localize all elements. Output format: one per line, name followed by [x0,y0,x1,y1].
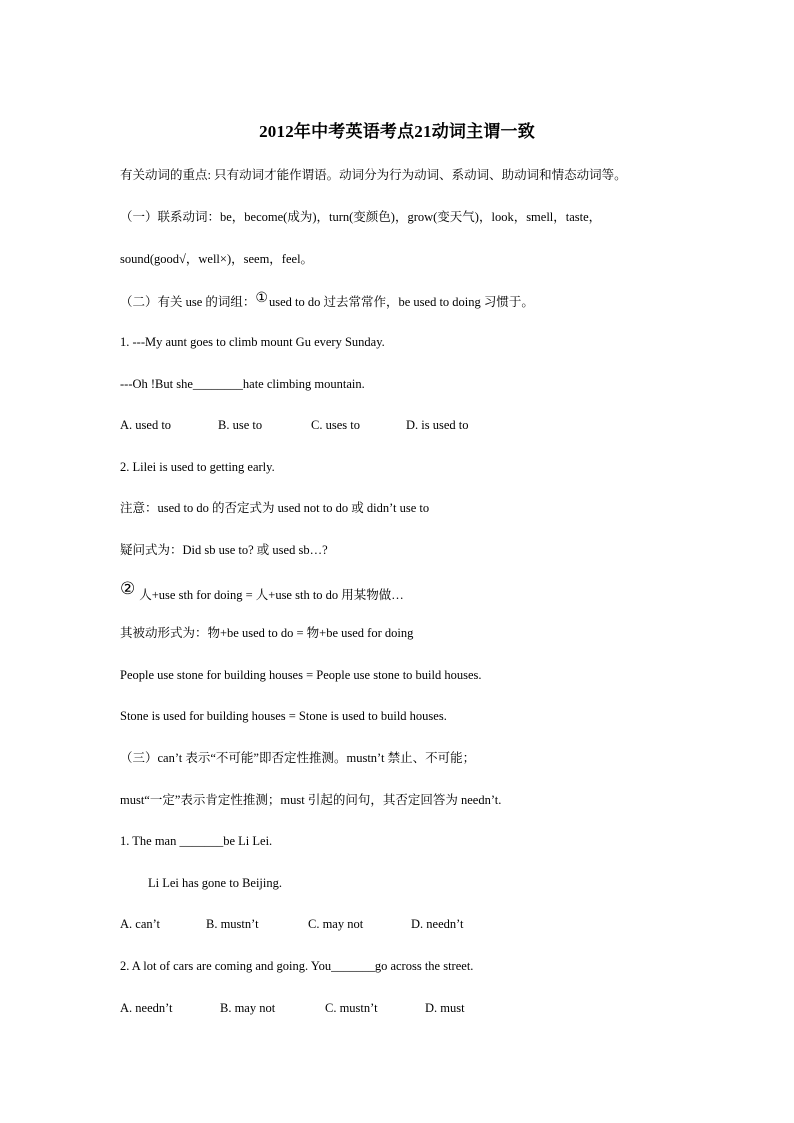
option-d: D. is used to [406,418,469,432]
section2-q2: 2. Lilei is used to getting early. [120,460,275,474]
option-b: B. may not [220,1001,276,1015]
section3-q2-options [120,1000,465,1016]
section3-line1: （三）can’t 表示“不可能”即否定性推测。mustn’t 禁止、不可能； [120,751,476,765]
page-title: 2012年中考英语考点21动词主谓一致 [259,122,535,141]
section2-q1-line1: 1. ---My aunt goes to climb mount Gu every Sunday. [120,335,385,349]
section3-q1-line1: 1. The man _______be Li Lei. [120,834,273,848]
option-a: A. can’t [120,917,161,931]
section2-note1: 注意：used to do 的否定式为 used not to do 或 didn’t use to [120,501,430,515]
section2-example2: Stone is used for building houses = Stone is used to build houses. [120,709,447,723]
option-c: C. mustn’t [325,1001,378,1015]
section1-line2: sound(good√，well×)，seem，feel。 [120,252,314,266]
section2-heading-rest: used to do 过去常常作，be used to doing 习惯于。 [268,295,534,309]
section2-example1: People use stone for building houses = People use stone to build houses. [120,668,482,682]
section2-usage [120,579,404,603]
section2-heading-prefix: （二）有关 use 的词组： [120,295,256,309]
option-c: C. may not [308,917,364,931]
section3-q2: 2. A lot of cars are coming and going. You_______go across the street. [120,959,474,973]
option-d: D. needn’t [411,917,464,931]
section2-passive: 其被动形式为：物+be used to do = 物+be used for doing [120,626,414,640]
option-a: A. needn’t [120,1001,173,1015]
section2-q1-options [120,417,469,433]
circled-one-marker: ① [255,291,268,306]
section2-usage-text: 人+use sth for doing = 人+use sth to do 用某物做… [139,588,404,602]
option-d: D. must [425,1001,465,1015]
section3-line2: must“一定”表示肯定性推测；must 引起的问句，其否定回答为 needn’t. [120,793,502,807]
section2-q1-line2: ---Oh !But she________hate climbing mountain. [120,377,365,391]
circled-two-marker: ② [120,579,136,598]
option-b: B. mustn’t [206,917,259,931]
intro-text: 有关动词的重点: 只有动词才能作谓语。动词分为行为动词、系动词、助动词和情态动词等。 [120,168,627,182]
section2-note2: 疑问式为：Did sb use to? 或 used sb…? [120,543,328,557]
section2-heading [120,292,534,310]
option-b: B. use to [218,418,263,432]
section3-q1-line2: Li Lei has gone to Beijing. [148,876,283,890]
section3-q1-options [120,916,464,932]
option-a: A. used to [120,418,172,432]
option-c: C. uses to [311,418,360,432]
section1-line1: （一）联系动词：be，become(成为)，turn(变颜色)，grow(变天气)，look，smell，taste， [120,210,602,224]
